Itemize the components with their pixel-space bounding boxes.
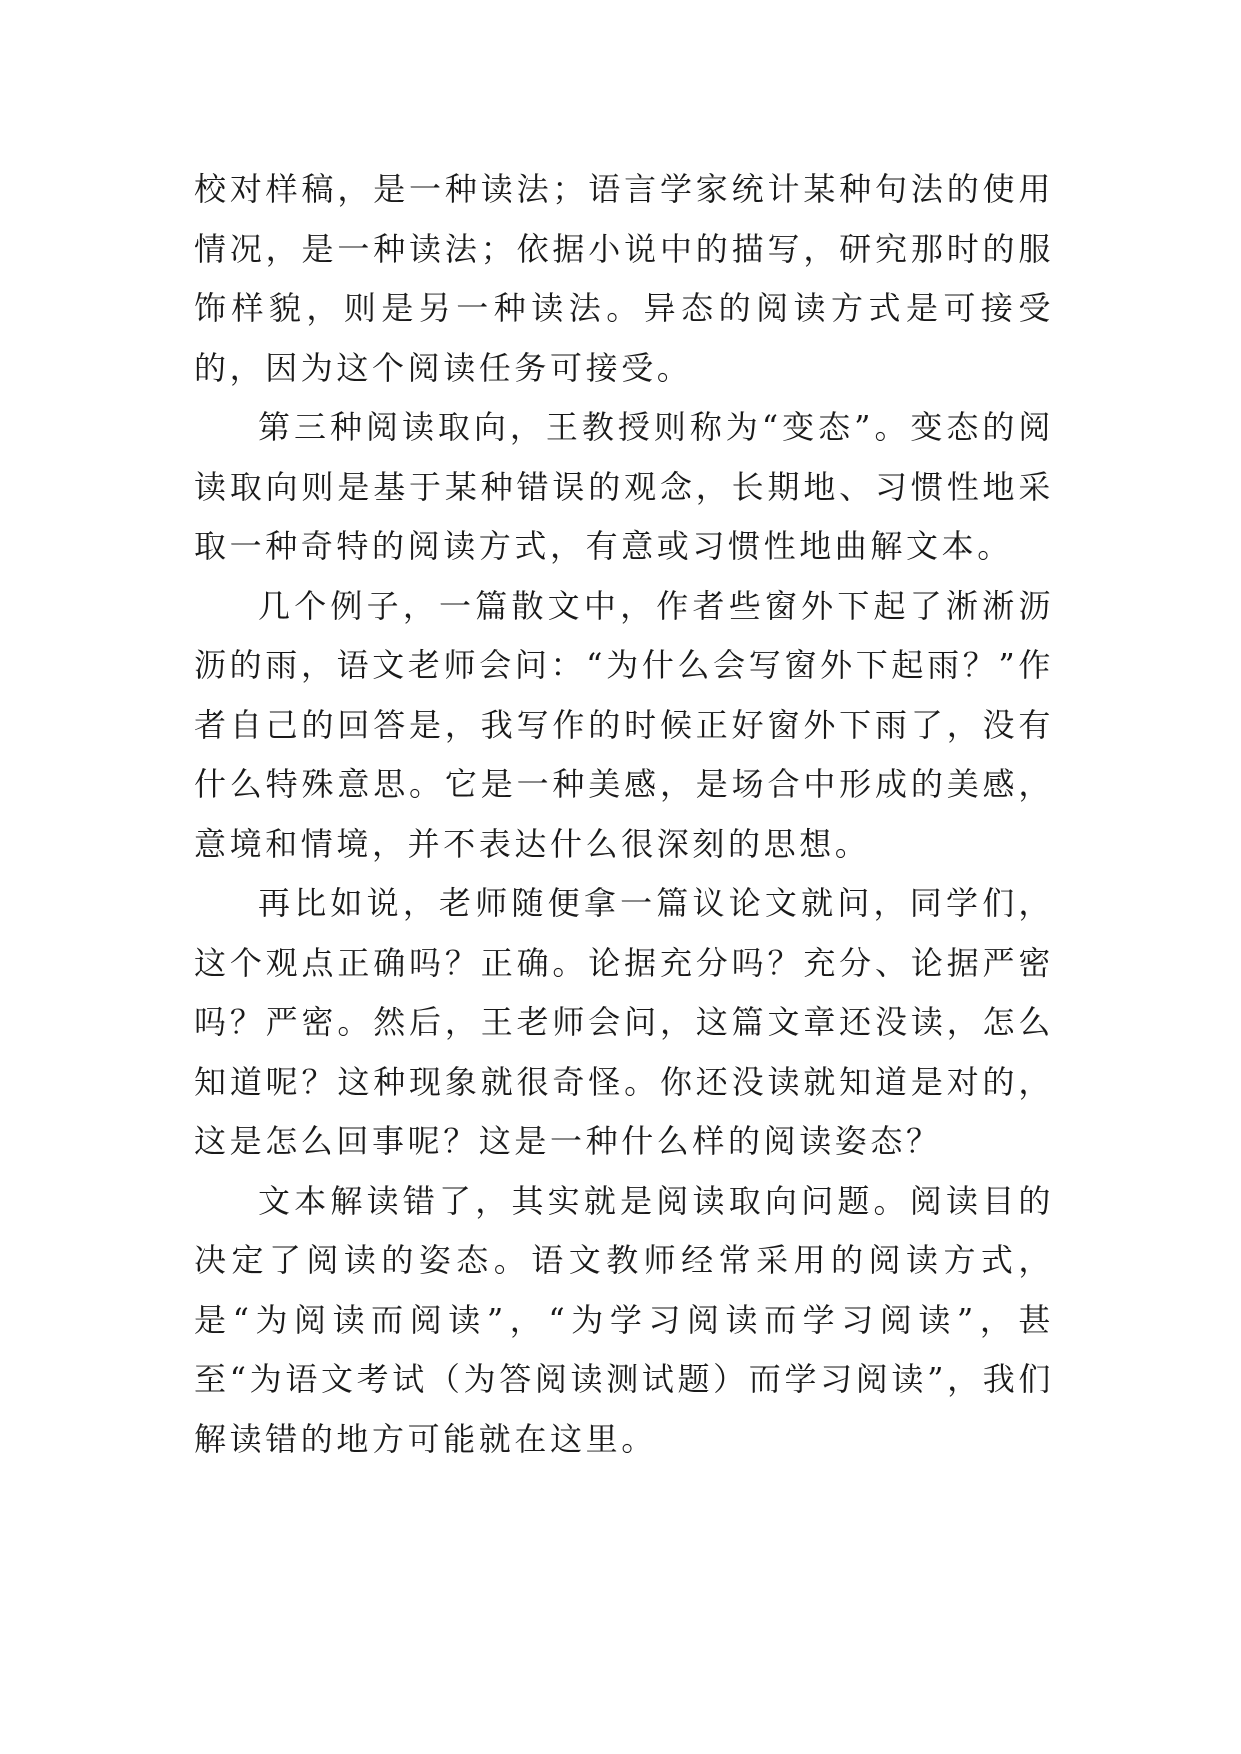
paragraph-third-orientation: 第三种阅读取向，王教授则称为“变态”。变态的阅读取向则是基于某种错误的观念，长期地、习惯性地采取一种奇特的阅读方式，有意或习惯性地曲解文本。 [194, 408, 1054, 565]
document-body [194, 160, 1054, 1469]
paragraph-prose-example: 几个例子，一篇散文中，作者些窗外下起了淅淅沥沥的雨，语文老师会问：“为什么会写窗外下起雨？”作者自己的回答是，我写作的时候正好窗外下雨了，没有什么特殊意思。它是一种美感，是场合中形成的美感，意境和情境，并不表达什么很深刻的思想。 [194, 586, 1054, 863]
paragraph-continuation: 校对样稿，是一种读法；语言学家统计某种句法的使用情况，是一种读法；依据小说中的描写，研究那时的服饰样貌，则是另一种读法。异态的阅读方式是可接受的，因为这个阅读任务可接受。 [194, 170, 1054, 387]
paragraph-conclusion: 文本解读错了，其实就是阅读取向问题。阅读目的决定了阅读的姿态。语文教师经常采用的阅读方式，是“为阅读而阅读”，“为学习阅读而学习阅读”，甚至“为语文考试（为答阅读测试题）而学习阅读”，我们解读错的地方可能就在这里。 [194, 1181, 1054, 1458]
paragraph-argument-example: 再比如说，老师随便拿一篇议论文就问，同学们，这个观点正确吗？正确。论据充分吗？充分、论据严密吗？严密。然后，王老师会问，这篇文章还没读，怎么知道呢？这种现象就很奇怪。你还没读就知道是对的，这是怎么回事呢？这是一种什么样的阅读姿态？ [194, 884, 1054, 1160]
